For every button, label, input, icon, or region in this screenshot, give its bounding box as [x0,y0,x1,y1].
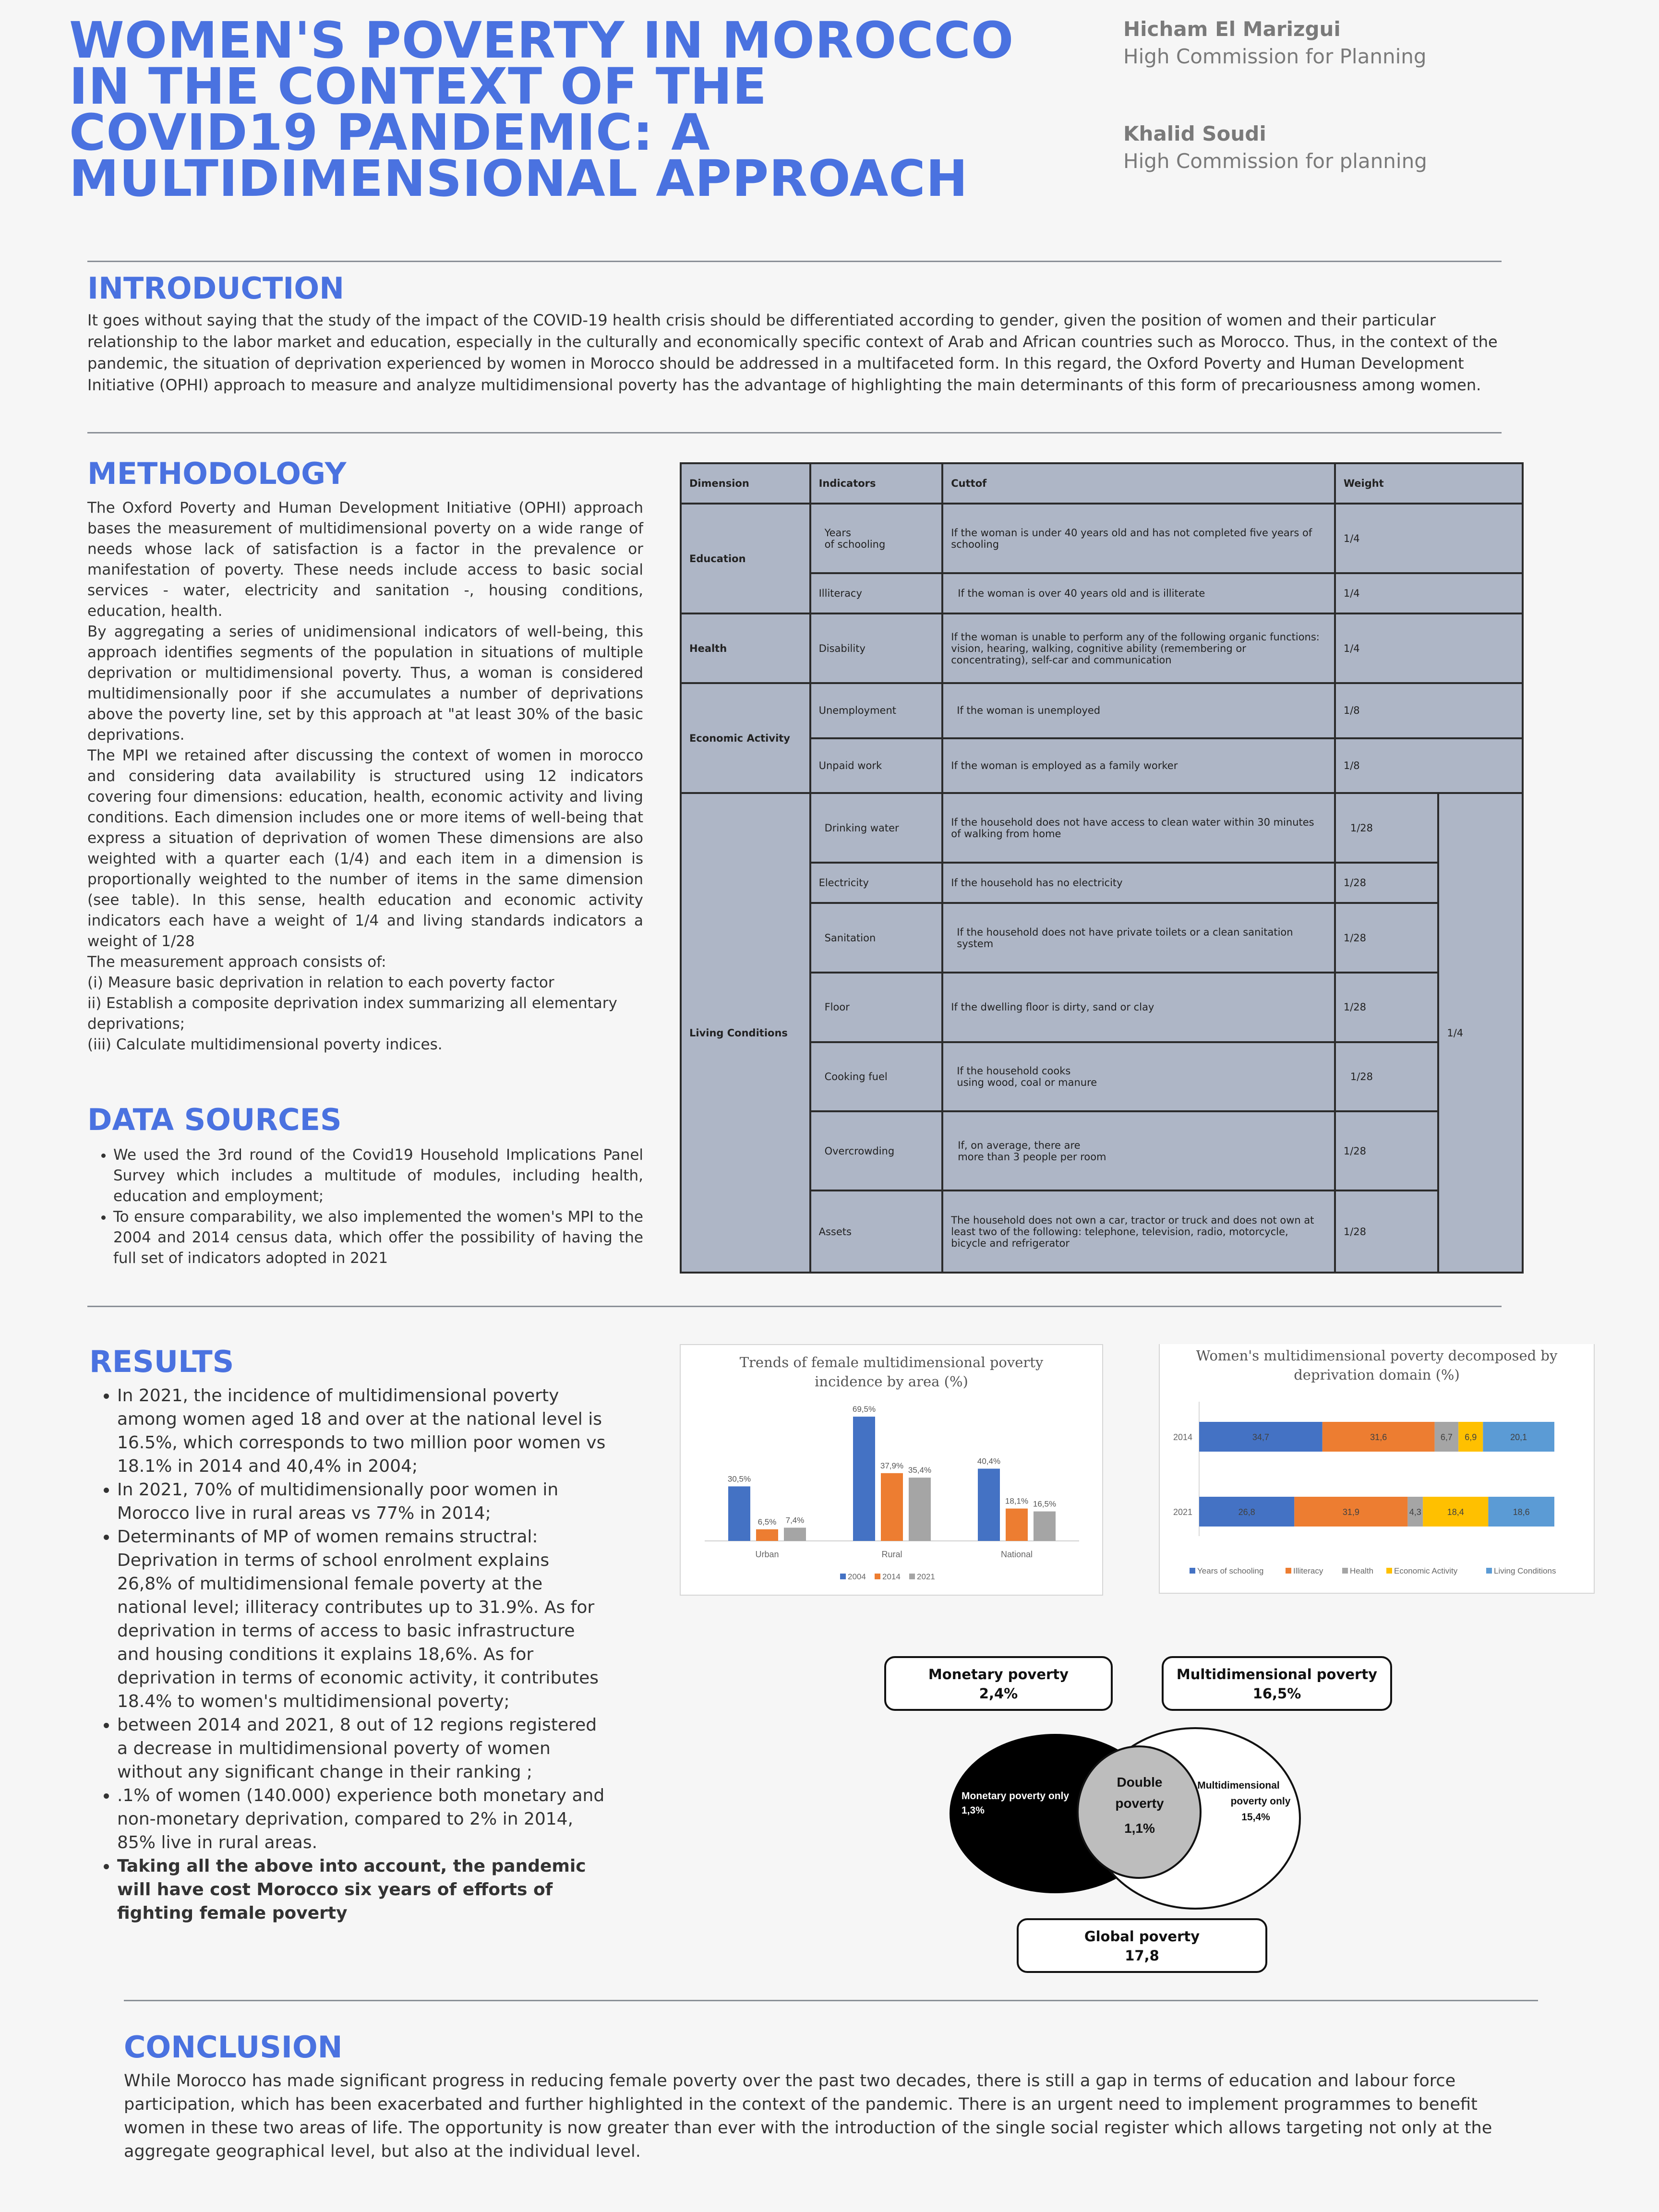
indicator-cell: Sanitation [810,903,943,973]
table-header: Indicators [810,463,943,504]
bar-2014-Rural [881,1473,903,1541]
weight-cell: 1/4 [1335,504,1523,573]
bar-2004-National [978,1469,1000,1541]
result-item: • between 2014 and 2021, 8 out of 12 regions registered a decrease in multidimensional poverty of women without any significant change in their ranking ; [117,1713,608,1784]
bar-2014-Urban [756,1529,778,1541]
result-item: • .1% of women (140.000) experience both monetary and non-monetary deprivation, compared to 2% in 2014, 85% live in rural areas. [117,1784,608,1854]
indicator-cell: Years of schooling [810,504,943,573]
legend-label: 2021 [917,1572,935,1581]
dimension-cell: Health [681,613,810,683]
living-weight-cell: 1/4 [1438,793,1523,1273]
category-label: Rural [881,1550,902,1559]
poster-title: WOMEN'S POVERTY IN MOROCCO IN THE CONTEXT OF THE COVID19 PANDEMIC: A MULTIDIMENSIONAL APPROACH [69,11,1014,208]
category-label: National [1000,1550,1033,1559]
cutoff-cell: If the woman is under 40 years old and has not completed five years of schooling [942,504,1335,573]
bar-2004-Rural [853,1417,875,1541]
cutoff-cell: If the household has no electricity [942,863,1335,903]
double-poverty-circle [1078,1746,1201,1878]
data-label: 18,4 [1447,1507,1464,1517]
data-label: 18,1% [1005,1496,1029,1506]
multidimensional-poverty-value: 16,5% [1252,1685,1301,1702]
result-item: • Determinants of MP of women remains structral: Deprivation in terms of school enrolment explains 26,8% of multidimensional female poverty at the national level; illiteracy contributes up to 31.9%. As for deprivation in terms of access to basic infrastructure and housing conditions it explains 18,6%. As for deprivation in terms of economic activity, it contributes 18.4% to women's multidimensional poverty; [117,1525,608,1713]
data-label: 35,4% [908,1466,932,1475]
results-heading: RESULTS [89,1344,234,1379]
indicator-cell: Cooking fuel [810,1042,943,1112]
monetary-poverty-box [884,1656,1113,1711]
table-row [681,793,1523,863]
bar-2004-Urban [728,1486,750,1541]
dimension-cell: Economic Activity [681,683,810,793]
introduction-section [87,271,1502,396]
weight-cell: 1/8 [1335,683,1523,738]
cutoff-cell: If the woman is over 40 years old and is illiterate [942,573,1335,613]
category-label: 2014 [1173,1432,1192,1442]
data-label: 26,8 [1238,1507,1255,1517]
author-affiliation: High Commission for planning [1123,149,1427,173]
author-2 [1123,122,1427,173]
weight-cell: 1/28 [1335,1190,1439,1273]
data-label: 34,7 [1252,1432,1269,1442]
methodology-step: ii) Establish a composite deprivation index summarizing all elementary deprivations; [87,995,617,1033]
bar-chart-trends [681,1345,1102,1595]
legend-label: Years of schooling [1197,1566,1264,1575]
cutoff-cell: If the woman is unemployed [942,683,1335,738]
double-poverty-value: 1,1% [1124,1821,1155,1836]
cutoff-cell: The household does not own a car, tractor or truck and does not own at least two of the following: telephone, television, radio, motorcycle, bicycle and refrigerator [942,1190,1335,1273]
legend-swatch [1286,1568,1291,1574]
cutoff-cell: If the household does not have access to clean water within 30 minutes of walking from home [942,793,1335,863]
divider [124,2000,1538,2001]
conclusion-text: While Morocco has made significant progress in reducing female poverty over the past two decades, there is still a gap in terms of education and labour force participation, which has been exacerbated and further highlighted in the context of the pandemic. There is an urgent need to implement programmes to benefit women in these two areas of life. The opportunity is now greater than ever with the introduction of the single social register which allows targeting not only at the aggregate geographical level, but also at the individual level. [124,2071,1492,2161]
category-label: Urban [755,1550,779,1559]
legend-swatch [1190,1568,1195,1574]
weight-cell: 1/28 [1335,903,1439,973]
data-label: 31,9 [1342,1507,1359,1517]
legend-swatch [1486,1568,1492,1574]
bar-2021-Urban [784,1527,806,1541]
chart-title: Trends of female multidimensional poverty incidence by area (%) [739,1354,1044,1390]
methodology-step: (iii) Calculate multidimensional poverty indices. [87,1036,443,1053]
cutoff-cell: If the household cooks using wood, coal or manure [942,1042,1335,1112]
data-label: 6,7 [1440,1432,1453,1442]
chart-decomposition [1159,1344,1595,1594]
legend-swatch [840,1574,846,1579]
data-label: 18,6 [1513,1507,1530,1517]
weight-cell: 1/4 [1335,573,1523,613]
conclusion-section [124,2030,1506,2164]
data-sources-list [87,1145,643,1269]
monetary-only-value: 1,3% [962,1805,985,1816]
global-poverty-label: Global poverty [1084,1928,1200,1945]
dimension-cell: Education [681,504,810,613]
legend-swatch [909,1574,915,1579]
bar-2021-National [1034,1512,1056,1541]
methodology-paragraph: The Oxford Poverty and Human Development Initiative (OPHI) approach bases the measurement of multidimensional poverty on a wide range of needs whose lack of satisfaction is a factor in the prevalence or manifestation of poverty. These needs include access to basic social services - water, electricity and sanitation -, housing conditions, education, health. [87,499,643,620]
introduction-text: It goes without saying that the study of the impact of the COVID-19 health crisis should be differentiated according to gender, given the position of women and their particular relationship to the labor market and education, especially in the culturally and economically specific context of Arab and African countries such as Morocco. Thus, in the context of the pandemic, the situation of deprivation experienced by women in Morocco should be addressed in a multifaceted form. In this regard, the Oxford Poverty and Human Development Initiative (OPHI) approach to measure and analyze multidimensional poverty has the advantage of highlighting the main determinants of this form of precariousness among women. [87,311,1498,394]
data-sources-heading: DATA SOURCES [87,1102,342,1137]
table-header: Dimension [681,463,810,504]
cutoff-cell: If the household does not have private toilets or a clean sanitation system [942,903,1335,973]
data-label: 20,1 [1510,1432,1527,1442]
data-label: 7,4% [785,1515,805,1525]
divider [87,432,1502,433]
weight-cell: 1/28 [1335,1042,1439,1112]
divider [87,261,1502,262]
result-item-bold: • Taking all the above into account, the pandemic will have cost Morocco six years of efforts of fighting female poverty [117,1854,608,1925]
data-label: 6,5% [757,1517,777,1527]
category-label: 2021 [1173,1507,1192,1517]
legend-label: Economic Activity [1394,1566,1458,1575]
legend-swatch [1386,1568,1392,1574]
author-name: Hicham El Marizgui [1123,17,1341,41]
indicator-cell: Floor [810,973,943,1042]
weight-cell: 1/8 [1335,738,1523,793]
multidimensional-only-value: 15,4% [1241,1812,1270,1823]
global-poverty-box [1017,1918,1267,1973]
data-source-item: • To ensure comparability, we also implemented the women's MPI to the 2004 and 2014 census data, which offer the possibility of having the full set of indicators adopted in 2021 [113,1207,643,1269]
legend-label: Illiteracy [1293,1566,1323,1575]
data-label: 30,5% [727,1474,751,1484]
table-header: Cuttof [942,463,1335,504]
cutoff-cell: If the woman is unable to perform any of the following organic functions: vision, hearing, walking, cognitive ability (remembering or concentrating), self-car and communication [942,613,1335,683]
legend-label: Health [1350,1566,1374,1575]
weight-cell: 1/4 [1335,613,1523,683]
double-poverty-label: poverty [1115,1796,1164,1811]
indicator-cell: Drinking water [810,793,943,863]
weight-cell: 1/28 [1335,973,1439,1042]
weight-cell: 1/28 [1335,863,1439,903]
result-item: • In 2021, 70% of multidimensionally poor women in Morocco live in rural areas vs 77% in 2014; [117,1478,608,1525]
table-row [681,504,1523,573]
legend-label: 2004 [848,1572,866,1581]
conclusion-heading: CONCLUSION [124,2030,343,2065]
data-sources-section [87,1102,643,1269]
indicator-cell: Assets [810,1190,943,1273]
methodology-steps-intro: The measurement approach consists of: [87,953,386,971]
legend-swatch [1342,1568,1348,1574]
bar-2014-National [1006,1509,1028,1541]
divider [87,1306,1502,1307]
methodology-section [87,456,643,1055]
monetary-poverty-label: Monetary poverty [928,1666,1069,1683]
global-poverty-value: 17,8 [1125,1948,1159,1964]
methodology-step: (i) Measure basic deprivation in relation to each poverty factor [87,974,554,991]
table-header: Weight [1335,463,1523,504]
stacked-bar-chart-decomposition [1160,1344,1594,1593]
introduction-heading: INTRODUCTION [87,271,344,306]
methodology-paragraph: By aggregating a series of unidimensional indicators of well-being, this approach identifies segments of the population in situations of multiple deprivation or multidimensional poverty. Thus, a woman is considered multidimensionally poor if she accumulates a number of deprivations above the poverty line, set by this approach at "at least 30% of the basic deprivations. [87,623,643,744]
dimension-cell: Living Conditions [681,793,810,1273]
legend-label: Living Conditions [1494,1566,1556,1575]
table-row [681,683,1523,738]
methodology-heading: METHODOLOGY [87,456,347,491]
data-label: 31,6 [1370,1432,1387,1442]
data-label: 40,4% [977,1456,1001,1466]
indicator-cell: Disability [810,613,943,683]
methodology-paragraph: The MPI we retained after discussing the context of women in morocco and considering data availability is structured using 12 indicators covering four dimensions: education, health, economic activity and living conditions. Each dimension includes one or more items of well-being that express a situation of deprivation of women These dimensions are also weighted with a quarter each (1/4) and each item in a dimension is proportionally weighted to the number of items in the same dimension (see table). In this sense, health education and economic activity indicators each have a weight of 1/4 and living standards indicators a weight of 1/28 [87,747,643,950]
double-poverty-label: Double [1117,1775,1163,1790]
data-label: 4,3 [1409,1507,1421,1517]
result-item: • In 2021, the incidence of multidimensional poverty among women aged 18 and over at the national level is 16.5%, which corresponds to two million poor women vs 18.1% in 2014 and 40,4% in 2004; [117,1384,608,1478]
monetary-only-label: Monetary poverty only [962,1791,1070,1802]
cutoff-cell: If the woman is employed as a family worker [942,738,1335,793]
data-source-item: • We used the 3rd round of the Covid19 Household Implications Panel Survey which includes a multitude of modules, including health, education and employment; [113,1145,643,1207]
legend-label: 2014 [882,1572,901,1581]
indicators-table [680,462,1524,1274]
indicator-cell: Overcrowding [810,1111,943,1190]
legend-swatch [875,1574,880,1579]
cutoff-cell: If, on average, there are more than 3 people per room [942,1111,1335,1190]
author-affiliation: High Commission for Planning [1123,45,1427,68]
venn-diagram [902,1719,1411,1939]
weight-cell: 1/28 [1335,1111,1439,1190]
weight-cell: 1/28 [1335,793,1439,863]
author-name: Khalid Soudi [1123,122,1266,145]
bar-2021-Rural [909,1478,931,1541]
indicator-cell: Illiteracy [810,573,943,613]
multidimensional-only-label: Multidimensional [1197,1780,1280,1791]
cutoff-cell: If the dwelling floor is dirty, sand or clay [942,973,1335,1042]
data-label: 16,5% [1033,1499,1057,1509]
monetary-poverty-value: 2,4% [979,1685,1018,1702]
indicator-cell: Electricity [810,863,943,903]
author-1 [1123,17,1427,68]
results-section [89,1344,608,1925]
data-label: 6,9 [1465,1432,1477,1442]
multidimensional-only-label: poverty only [1230,1796,1291,1807]
results-list [89,1384,608,1925]
data-label: 37,9% [880,1461,904,1470]
data-label: 69,5% [852,1405,876,1414]
table-row [681,613,1523,683]
chart-title: Women's multidimensional poverty decomposed by deprivation domain (%) [1196,1347,1558,1383]
indicator-cell: Unemployment [810,683,943,738]
multidimensional-poverty-label: Multidimensional poverty [1176,1666,1378,1683]
indicator-cell: Unpaid work [810,738,943,793]
multidimensional-poverty-box [1162,1656,1392,1711]
chart-area-trends [680,1344,1103,1596]
